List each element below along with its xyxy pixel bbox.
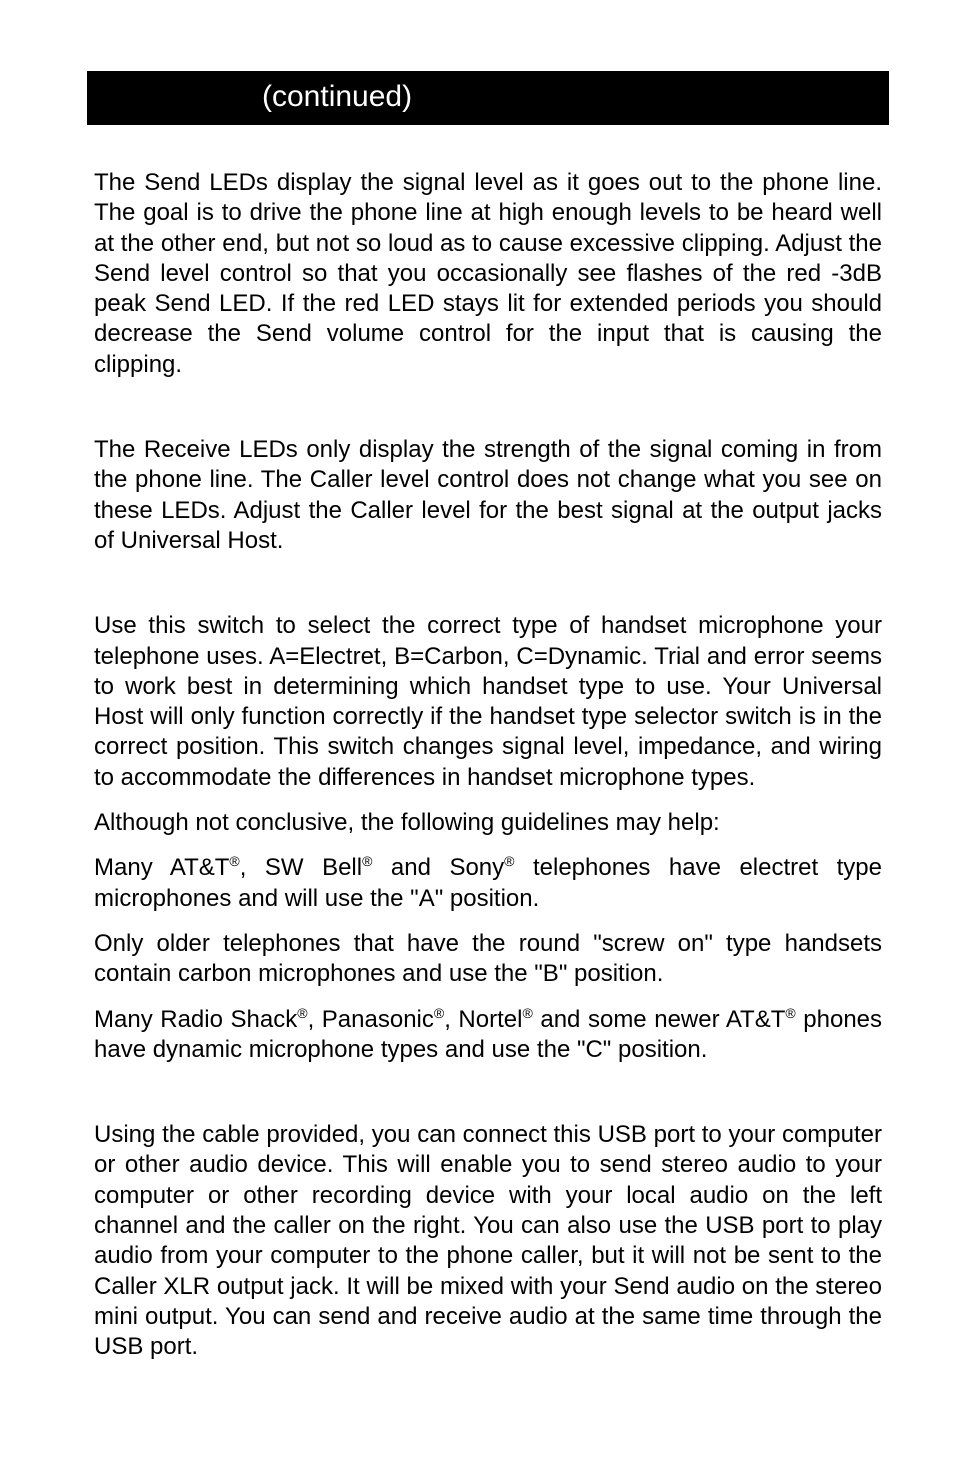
registered-mark: ® [229,853,240,870]
paragraph-dynamic-guideline [94,1005,882,1066]
registered-mark: ® [522,1004,533,1021]
text-segment: and Sony [372,854,505,882]
paragraph-electret-guideline [94,853,882,914]
registered-mark: ® [297,1004,308,1021]
section-header-bar [87,71,889,125]
registered-mark: ® [785,1004,796,1021]
text-segment: telephones have electret type microphones and will use the "A" position. [94,854,882,912]
paragraph-send-leds: The Send LEDs display the signal level as it goes out to the phone line. The goal is to drive the phone line at high enough levels to be heard well at the other end, but not so loud as to cause excessive clipping. Adjust the Send level control so that you occasionally see flashes of the red -3dB peak Send LED. If the red LED stays lit for extended periods you should decrease the Send volume control for the input that is causing the clipping. [94,169,882,378]
paragraph-handset-switch: Use this switch to select the correct type of handset microphone your telephone uses. A=Electret, B=Carbon, C=Dynamic. Trial and error seems to work best in determining which handset type to use. Your Universal Host will only function correctly if the handset type selector switch is in the correct position. This switch changes signal level, impedance, and wiring to accommodate the differences in handset microphone types. [94,612,882,791]
text-segment: , Panasonic [307,1005,434,1033]
section-title: (continued) [262,80,413,113]
registered-mark: ® [433,1004,445,1021]
text-segment: , Nortel [444,1005,523,1033]
text-segment: Many AT&T [94,854,230,882]
registered-mark: ® [504,853,515,870]
text-segment: and some newer AT&T [532,1005,786,1033]
paragraph-usb-port: Using the cable provided, you can connect this USB port to your computer or other audio device. This will enable you to send stereo audio to your computer or other recording device with your local audio on the left channel and the caller on the right. You can also use the USB port to play audio from your computer to the phone caller, but it will not be sent to the Caller XLR output jack. It will be mixed with your Send audio on the stereo mini output. You can send and receive audio at the same time through the USB port. [94,1121,882,1361]
registered-mark: ® [362,853,373,870]
paragraph-receive-leds: The Receive LEDs only display the strength of the signal coming in from the phone line. The Caller level control does not change what you see on these LEDs. Adjust the Caller level for the best signal at the output jacks of Universal Host. [94,436,882,554]
paragraph-guidelines-intro: Although not conclusive, the following guidelines may help: [94,809,720,837]
text-segment: phones have dynamic microphone types and use the "C" position. [94,1005,883,1063]
text-segment: , SW Bell [239,854,363,882]
paragraph-carbon-guideline: Only older telephones that have the round "screw on" type handsets contain carbon microphones and use the "B" position. [94,929,882,988]
text-segment: Many Radio Shack [94,1005,298,1033]
body-text [94,168,882,1363]
